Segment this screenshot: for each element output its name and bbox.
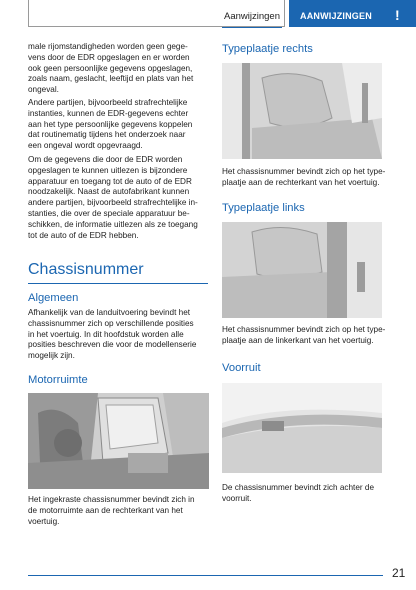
subtitle-typeplaatje-links: Typeplaatje links bbox=[222, 202, 305, 214]
exclamation-icon: ! bbox=[395, 7, 400, 23]
page-number: 21 bbox=[392, 566, 406, 580]
plate-right-caption: Het chassisnummer bevindt zich op het type- plaatje aan de rechterkant van het voertuig. bbox=[222, 167, 386, 187]
footer-rule bbox=[28, 575, 383, 576]
paragraph-reading-data: Om de gegevens die door de EDR worden opgeslagen te kunnen uitlezen is bijzondere apparatuur en toegang tot de auto of de EDR noodzakelijk. Naast de autofabrikant kunnen andere partijen, bijvoorbeeld strafrechtelijke in- stanties, die over de speciale apparatuur be- schikken, de informatie uitlezen als ze toegang tot de auto of de EDR hebben. bbox=[28, 155, 198, 240]
header-section-label: Aanwijzingen bbox=[224, 11, 280, 22]
subtitle-motorruimte: Motorruimte bbox=[28, 374, 88, 386]
header-tab-label: AANWIJZINGEN bbox=[300, 11, 372, 21]
subtitle-algemeen: Algemeen bbox=[28, 292, 79, 304]
subtitle-typeplaatje-rechts: Typeplaatje rechts bbox=[222, 43, 313, 55]
plate-left-image bbox=[222, 222, 382, 318]
intro-paragraph: male rijomstandigheden worden geen gege- vens door de EDR opgeslagen en er worden ook geen persoonlijke gegevens opgeslagen, zoals naam, geslacht, leeftijd en plats van het ongeval. bbox=[28, 42, 194, 95]
windscreen-caption: De chassisnummer bevindt zich achter de voorruit. bbox=[222, 483, 374, 503]
paragraph-other-parties: Andere partijen, bijvoorbeeld strafrechtelijke instanties, kunnen de EDR-gegevens echter aan het type persoonlijke gegevens koppelen dat routinematig tijdens het onderzoek naar een ongeval wordt opgevraagd. bbox=[28, 98, 193, 151]
section-rule bbox=[28, 283, 208, 284]
engine-caption: Het ingekraste chassisnummer bevindt zich in de motorruimte aan de rechterkant van het voertuig. bbox=[28, 495, 195, 526]
engine-bay-image bbox=[28, 393, 209, 489]
plate-right-image bbox=[222, 63, 382, 159]
plate-left-caption: Het chassisnummer bevindt zich op het type- plaatje aan de linkerkant van het voertuig. bbox=[222, 325, 386, 345]
header-underline bbox=[222, 27, 282, 28]
section-title-chassisnummer: Chassisnummer bbox=[28, 261, 144, 278]
windscreen-image bbox=[222, 383, 382, 473]
paragraph-algemeen: Afhankelijk van de landuitvoering bevindt het chassisnummer zich op verschillende posities in het voertuig. In dit hoofdstuk worden alle posities beschreven die voor de modellenserie mogelijk zijn. bbox=[28, 308, 197, 361]
subtitle-voorruit: Voorruit bbox=[222, 362, 261, 374]
